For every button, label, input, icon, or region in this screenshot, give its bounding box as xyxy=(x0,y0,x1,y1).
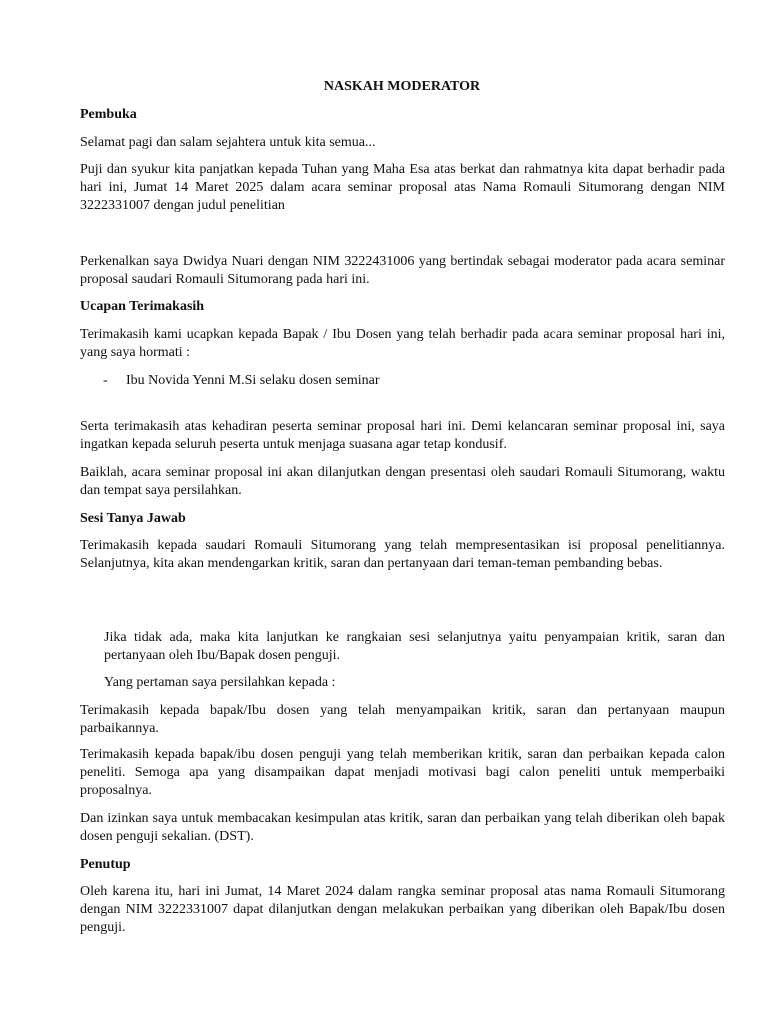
paragraph-thanks-participants: Serta terimakasih atas kehadiran peserta seminar proposal hari ini. Demi kelancaran seminar proposal ini, saya ingatkan kepada seluruh peserta untuk menjaga suasana agar tetap kondusif. xyxy=(80,419,725,452)
paragraph-thanks-examiners: Terimakasih kepada bapak/ibu dosen penguji yang telah memberikan kritik, saran dan perbaikan kepada calon peneliti. Semoga apa yang disampaikan dapat menjadi motivasi bagi calon peneliti untuk memperbaiki proposalnya. xyxy=(80,747,725,798)
paragraph-presentation: Baiklah, acara seminar proposal ini akan dilanjutkan dengan presentasi oleh saudari Romauli Situmorang, waktu dan tempat saya persilahkan. xyxy=(80,465,725,498)
list-item-text: Ibu Novida Yenni M.Si selaku dosen seminar xyxy=(126,373,380,388)
list-item xyxy=(103,372,380,390)
document-title: NASKAH MODERATOR xyxy=(323,79,481,94)
heading-penutup: Penutup xyxy=(80,857,131,872)
paragraph-opening: Puji dan syukur kita panjatkan kepada Tuhan yang Maha Esa atas berkat dan rahmatnya kita dapat berhadir pada hari ini, Jumat 14 Maret 2025 dalam acara seminar proposal atas Nama Romauli Situmorang dengan NIM 3222331007 dengan judul penelitian xyxy=(80,162,725,213)
heading-pembuka: Pembuka xyxy=(80,107,137,122)
paragraph-closing: Oleh karena itu, hari ini Jumat, 14 Maret 2024 dalam rangka seminar proposal atas nama Romauli Situmorang dengan NIM 3222331007 dapat dilanjutkan dengan melakukan perbaikan yang diberikan oleh Bapak/Ibu dosen penguji. xyxy=(80,884,725,935)
heading-sesi: Sesi Tanya Jawab xyxy=(80,511,186,526)
paragraph-first-invite: Yang pertaman saya persilahkan kepada : xyxy=(104,675,336,690)
paragraph-conclusion: Dan izinkan saya untuk membacakan kesimpulan atas kritik, saran dan perbaikan yang telah diberikan oleh bapak dosen penguji sekalian. (DST). xyxy=(80,811,725,844)
bullet-marker: - xyxy=(103,373,108,388)
paragraph-thanks-lecturers: Terimakasih kami ucapkan kepada Bapak / Ibu Dosen yang telah berhadir pada acara seminar proposal hari ini, yang saya hormati : xyxy=(80,327,725,360)
paragraph-discussion: Terimakasih kepada saudari Romauli Situmorang yang telah mempresentasikan isi proposal penelitiannya. Selanjutnya, kita akan mendengarkan kritik, saran dan pertanyaan dari teman-teman pembanding bebas. xyxy=(80,538,725,571)
paragraph-next-session: Jika tidak ada, maka kita lanjutkan ke rangkaian sesi selanjutnya yaitu penyampaian kritik, saran dan pertanyaan oleh Ibu/Bapak dosen penguji. xyxy=(104,630,725,663)
paragraph-introduction: Perkenalkan saya Dwidya Nuari dengan NIM 3222431006 yang bertindak sebagai moderator pada acara seminar proposal saudari Romauli Situmorang pada hari ini. xyxy=(80,254,725,287)
paragraph-thanks-critique: Terimakasih kepada bapak/Ibu dosen yang telah menyampaikan kritik, saran dan pertanyaan maupun parbaikannya. xyxy=(80,703,725,736)
heading-ucapan: Ucapan Terimakasih xyxy=(80,299,205,314)
paragraph-greeting: Selamat pagi dan salam sejahtera untuk kita semua... xyxy=(80,135,376,150)
